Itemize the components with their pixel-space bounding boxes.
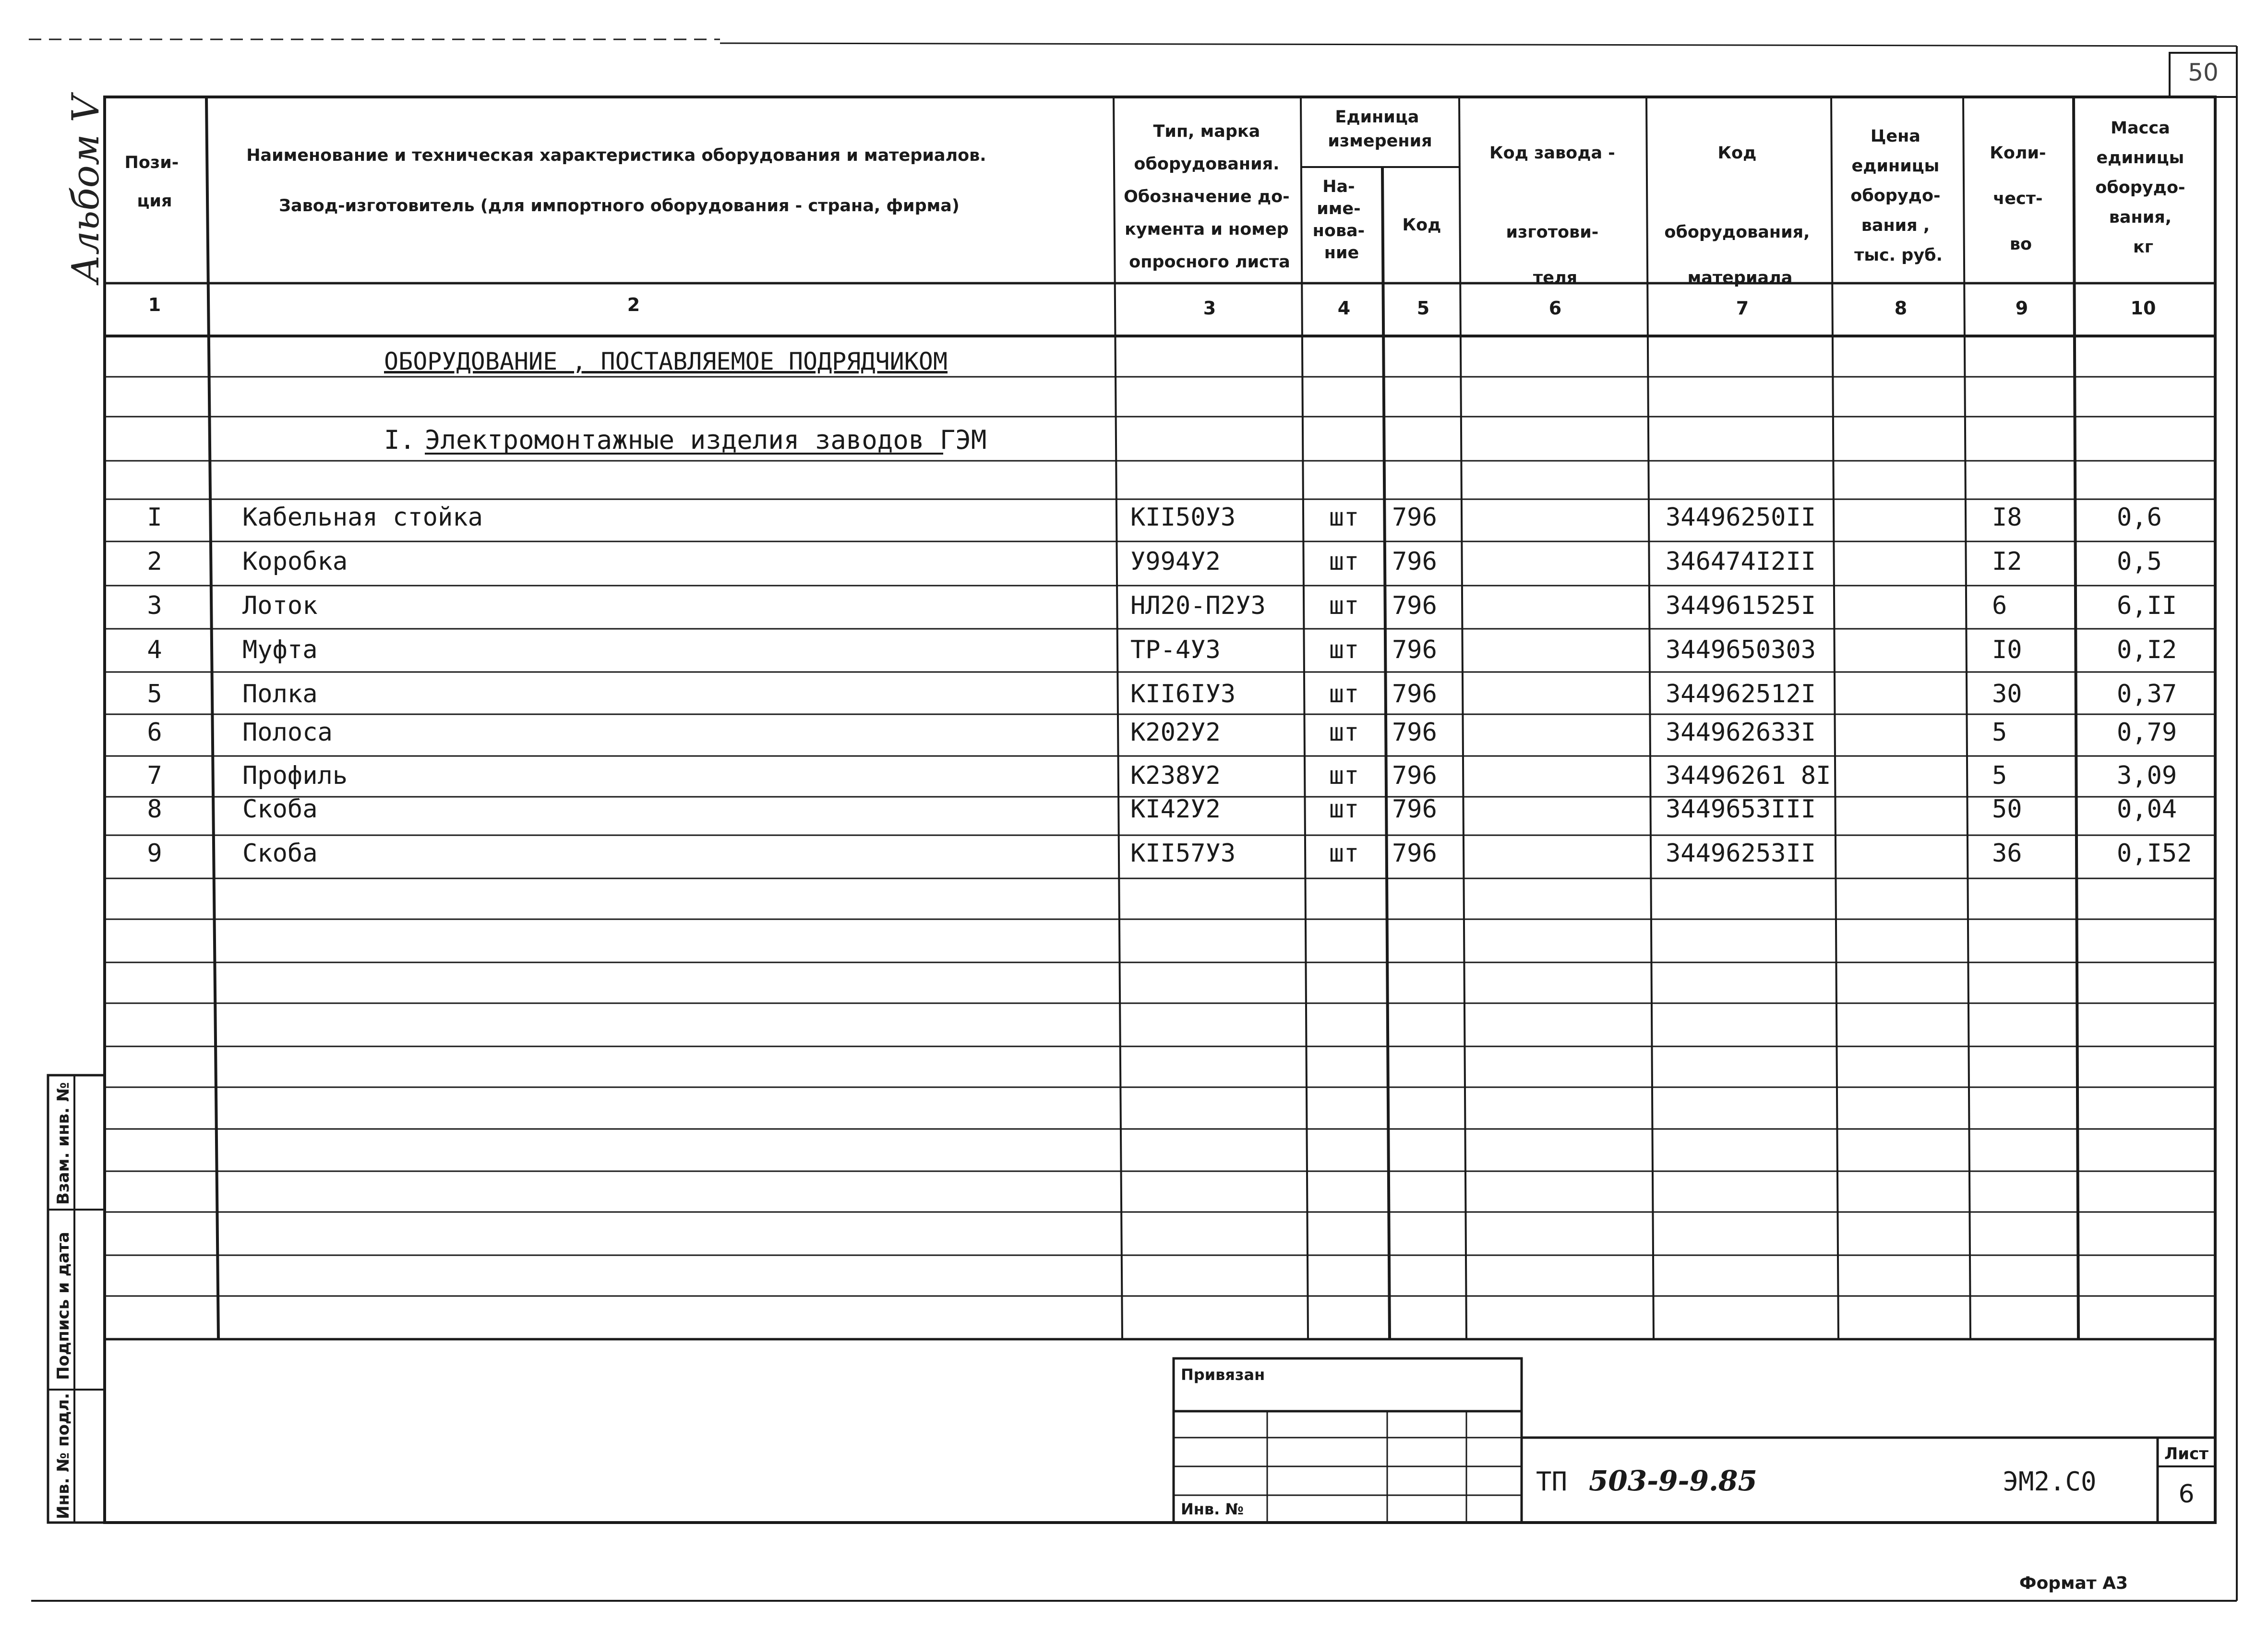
row-quantity: 6 bbox=[1992, 591, 2007, 620]
row-quantity: 30 bbox=[1992, 680, 2022, 708]
row-position: 9 bbox=[147, 839, 162, 868]
row-unit-code: 796 bbox=[1392, 718, 1437, 747]
row-unit: шт bbox=[1329, 503, 1359, 532]
row-unit-code: 796 bbox=[1392, 680, 1437, 708]
sheet-number: 6 bbox=[2178, 1480, 2195, 1509]
header-name: Наименование и техническая характеристика оборудования и материалов. Завод-изготовитель (для импортного оборудования - страна, фирма) bbox=[246, 146, 986, 216]
row-position: 2 bbox=[147, 547, 162, 576]
row-name: Коробка bbox=[242, 547, 348, 576]
row-name: Скоба bbox=[242, 839, 318, 868]
row-item-code: 344962633I bbox=[1666, 718, 1816, 747]
row-type: КII50У3 bbox=[1130, 503, 1236, 532]
row-unit-code: 796 bbox=[1392, 503, 1437, 532]
header-position: Пози- ция bbox=[124, 153, 179, 211]
row-type: ТР-4У3 bbox=[1130, 636, 1221, 664]
row-mass: 0,04 bbox=[2117, 795, 2177, 824]
row-position: 6 bbox=[147, 718, 162, 747]
sheet-label: Лист bbox=[2164, 1444, 2208, 1464]
doc-prefix: ТП bbox=[1536, 1466, 1568, 1497]
row-quantity: I2 bbox=[1992, 547, 2022, 576]
row-type: КII6IУ3 bbox=[1130, 680, 1236, 708]
doc-code: ЭМ2.С0 bbox=[2003, 1466, 2097, 1497]
col-number: 9 bbox=[2015, 298, 2028, 319]
row-type: КII57У3 bbox=[1130, 839, 1236, 868]
row-name: Кабельная стойка bbox=[242, 503, 483, 532]
row-unit-code: 796 bbox=[1392, 839, 1437, 868]
row-mass: 6,II bbox=[2117, 591, 2177, 620]
row-mass: 0,I52 bbox=[2117, 839, 2192, 868]
header-unit-name: На- име- нова- ние bbox=[1312, 177, 1365, 263]
row-unit: шт bbox=[1329, 547, 1359, 576]
row-position: 3 bbox=[147, 591, 162, 620]
row-unit: шт bbox=[1329, 636, 1359, 664]
header-item-code: Код оборудования, материала bbox=[1664, 144, 1810, 288]
row-item-code: 34496261 8I bbox=[1666, 761, 1831, 790]
col-number: 4 bbox=[1337, 298, 1351, 319]
row-position: 4 bbox=[147, 636, 162, 664]
col-number: 10 bbox=[2130, 298, 2156, 319]
header-unit-code: Код bbox=[1402, 216, 1441, 235]
col-number: 2 bbox=[627, 294, 640, 315]
col-number: 7 bbox=[1736, 298, 1749, 319]
header-price: Цена единицы оборудо- вания , тыс. руб. bbox=[1850, 127, 1943, 265]
row-unit: шт bbox=[1329, 591, 1359, 620]
header-quantity: Коли- чест- во bbox=[1990, 144, 2046, 254]
header-mass: Масса единицы оборудо- вания, кг bbox=[2095, 119, 2185, 257]
row-mass: 0,5 bbox=[2117, 547, 2162, 576]
row-item-code: 344961525I bbox=[1666, 591, 1816, 620]
row-name: Лоток bbox=[242, 591, 318, 620]
row-unit: шт bbox=[1329, 718, 1359, 747]
header-plant-code: Код завода - изготови- теля bbox=[1489, 144, 1615, 288]
row-unit-code: 796 bbox=[1392, 547, 1437, 576]
row-quantity: I8 bbox=[1992, 503, 2022, 532]
row-quantity: 50 bbox=[1992, 795, 2022, 824]
row-type: К238У2 bbox=[1130, 761, 1221, 790]
row-mass: 0,I2 bbox=[2117, 636, 2177, 664]
col-number: 3 bbox=[1203, 298, 1216, 319]
row-item-code: 3449650303 bbox=[1666, 636, 1816, 664]
row-unit-code: 796 bbox=[1392, 636, 1437, 664]
row-item-code: 344962512I bbox=[1666, 680, 1816, 708]
row-position: 8 bbox=[147, 795, 162, 824]
stamp-inv-label: Инв. № bbox=[1181, 1500, 1244, 1518]
stamp-bound-label: Привязан bbox=[1181, 1366, 1265, 1384]
row-unit: шт bbox=[1329, 839, 1359, 868]
row-unit: шт bbox=[1329, 795, 1359, 824]
row-position: 7 bbox=[147, 761, 162, 790]
row-item-code: 3449653III bbox=[1666, 795, 1816, 824]
col-number: 6 bbox=[1548, 298, 1562, 319]
row-quantity: 36 bbox=[1992, 839, 2022, 868]
row-name: Полоса bbox=[242, 718, 333, 747]
row-quantity: I0 bbox=[1992, 636, 2022, 664]
page-number: 50 bbox=[2188, 59, 2219, 86]
col-number: 1 bbox=[148, 294, 161, 315]
side-stamp-sign-label: Подпись и дата bbox=[54, 1232, 73, 1380]
format-label: Формат А3 bbox=[2019, 1573, 2128, 1593]
header-type: Тип, марка оборудования. Обозначение до- кумента и номер опросного листа bbox=[1124, 122, 1290, 272]
row-unit-code: 796 bbox=[1392, 761, 1437, 790]
row-name: Муфта bbox=[242, 636, 318, 664]
row-unit: шт bbox=[1329, 761, 1359, 790]
col-number: 5 bbox=[1416, 298, 1430, 319]
row-type: К202У2 bbox=[1130, 718, 1221, 747]
row-mass: 0,6 bbox=[2117, 503, 2162, 532]
header-unit-group: Единица измерения bbox=[1328, 108, 1432, 151]
side-stamp-inv-label: Инв. № подл. bbox=[54, 1392, 73, 1519]
row-mass: 0,79 bbox=[2117, 718, 2177, 747]
row-item-code: 34496253II bbox=[1666, 839, 1816, 868]
row-type: У994У2 bbox=[1130, 547, 1221, 576]
row-type: НЛ20-П2У3 bbox=[1130, 591, 1266, 620]
row-quantity: 5 bbox=[1992, 761, 2007, 790]
row-position: 5 bbox=[147, 680, 162, 708]
row-unit-code: 796 bbox=[1392, 591, 1437, 620]
side-stamp-replace-label: Взам. инв. № bbox=[54, 1082, 73, 1205]
row-quantity: 5 bbox=[1992, 718, 2007, 747]
row-unit-code: 796 bbox=[1392, 795, 1437, 824]
subsection-number: I. bbox=[384, 425, 416, 455]
row-item-code: 34496250II bbox=[1666, 503, 1816, 532]
row-unit: шт bbox=[1329, 680, 1359, 708]
row-mass: 3,09 bbox=[2117, 761, 2177, 790]
section-title: ОБОРУДОВАНИЕ , ПОСТАВЛЯЕМОЕ ПОДРЯДЧИКОМ bbox=[384, 348, 948, 375]
row-name: Полка bbox=[242, 680, 318, 708]
doc-number: 503-9-9.85 bbox=[1589, 1464, 1757, 1497]
row-item-code: 346474I2II bbox=[1666, 547, 1816, 576]
row-name: Профиль bbox=[242, 761, 348, 790]
col-number: 8 bbox=[1894, 298, 1908, 319]
row-position: I bbox=[147, 503, 162, 532]
row-name: Скоба bbox=[242, 795, 318, 824]
row-mass: 0,37 bbox=[2117, 680, 2177, 708]
subsection-title: Электромонтажные изделия заводов ГЭМ bbox=[425, 425, 987, 455]
row-type: КI42У2 bbox=[1130, 795, 1221, 824]
album-label: Альбом V bbox=[64, 95, 108, 283]
